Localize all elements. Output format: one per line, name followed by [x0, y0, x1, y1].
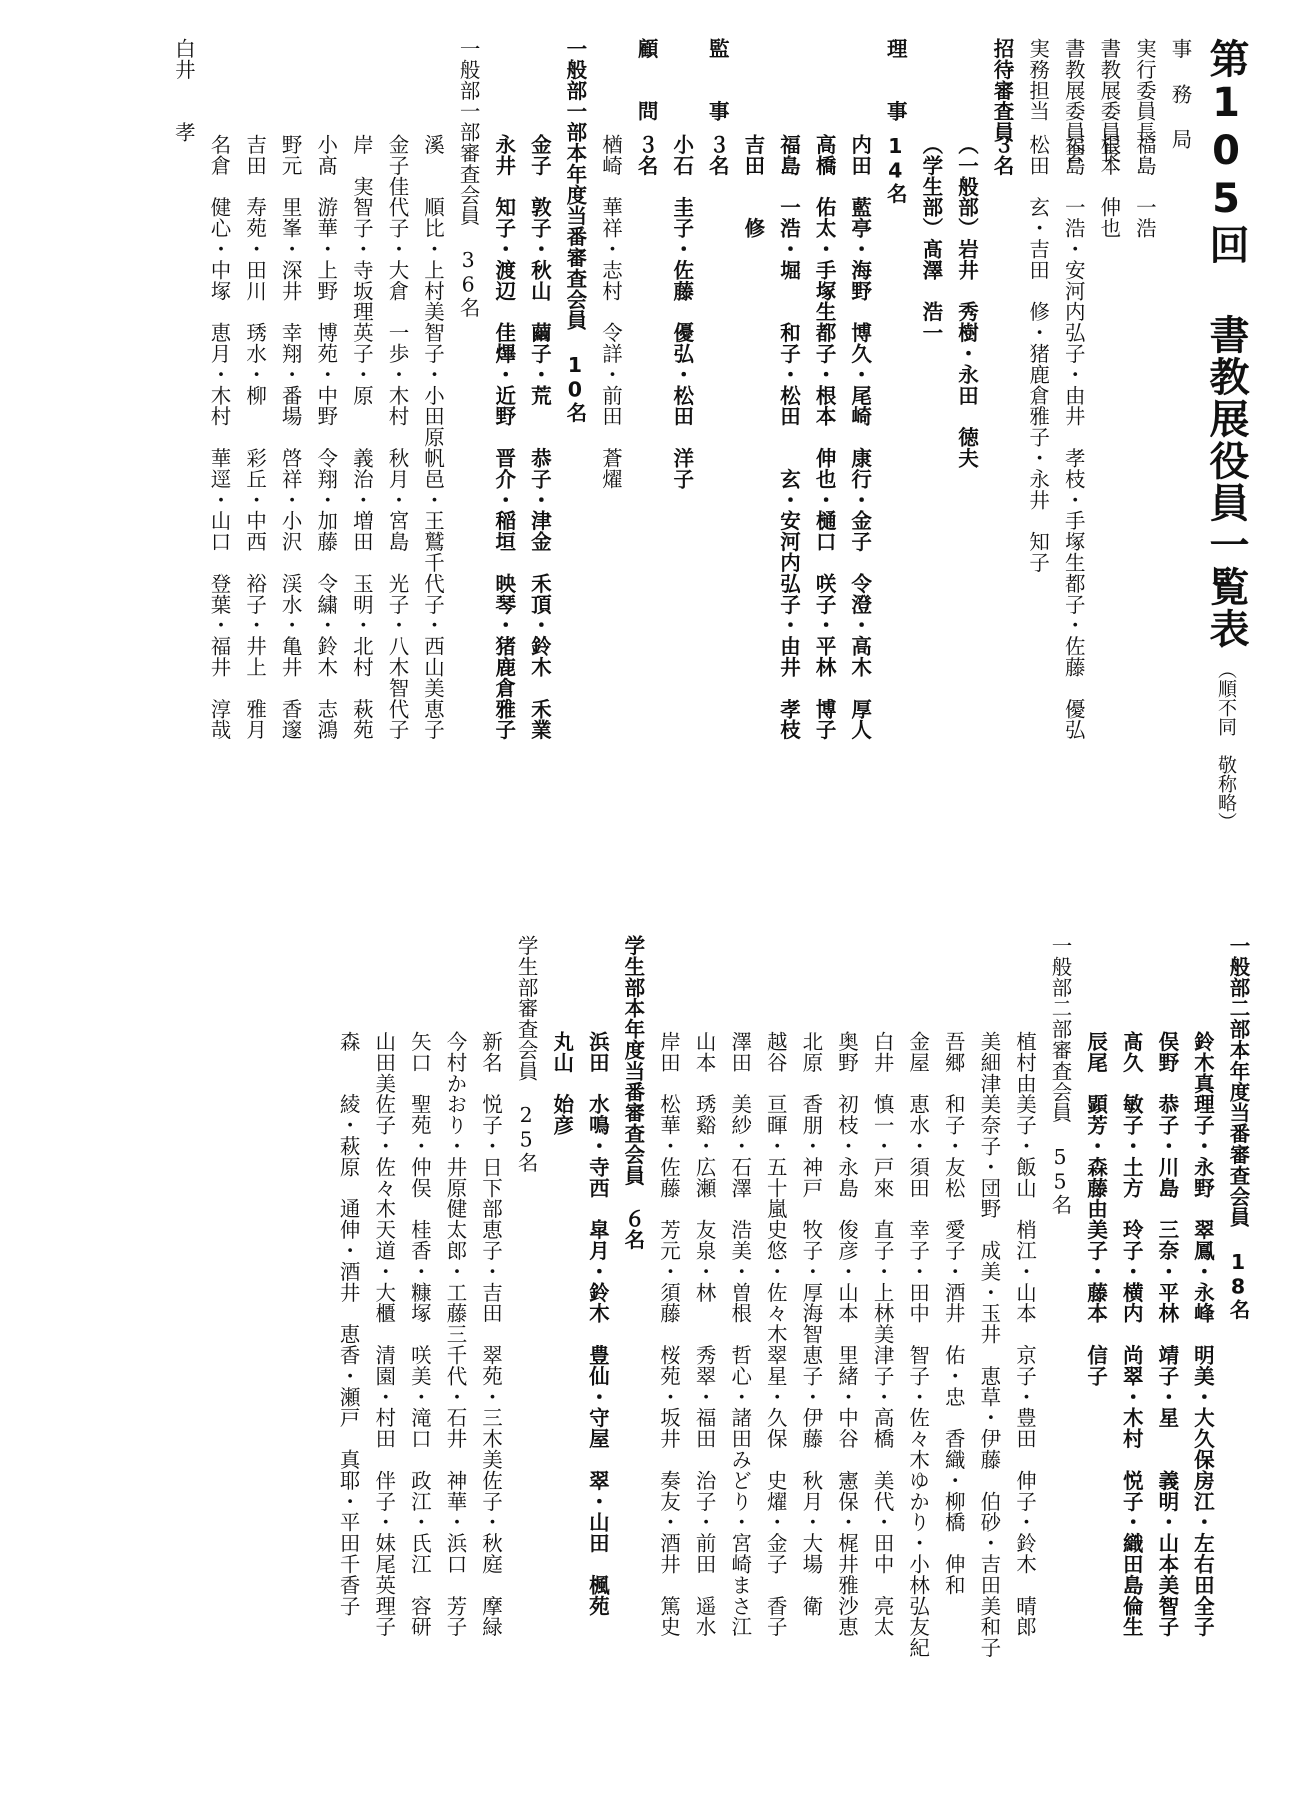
roster-row — [378, 38, 414, 908]
row-text: ３名 — [990, 134, 1015, 176]
roster-row — [365, 935, 401, 1795]
roster-row — [1184, 935, 1220, 1795]
row-text: 金子 敦子・秋山 繭子・荒 恭子・津金 禾頂・鈴木 禾業 — [527, 134, 552, 741]
row-text: 金屋 恵水・須田 幸子・田中 智子・佐々木ゆかり・小林弘友紀 — [905, 1031, 930, 1658]
roster-row — [686, 935, 722, 1795]
roster-row — [1219, 935, 1255, 1795]
row-label: 一般部一部審査会員 — [456, 38, 481, 227]
row-text: 溪 順比・上村美智子・小田原帆邑・王鷲千代子・西山美恵子 — [420, 134, 445, 741]
roster-row — [1161, 38, 1197, 908]
roster-row — [579, 935, 615, 1795]
roster-row — [912, 38, 948, 908]
top-section — [165, 38, 1255, 908]
row-text: 福島 一浩・堀 和子・松田 玄・安河内弘子・由井 孝枝 — [776, 134, 801, 741]
roster-row — [841, 38, 877, 908]
row-text: 根本 伸也 — [1096, 134, 1121, 239]
roster-row — [200, 38, 236, 908]
row-text: 小石 圭子・佐藤 優弘・松田 洋子 — [669, 134, 694, 490]
roster-row — [1019, 38, 1055, 908]
top-rows — [165, 38, 1197, 908]
row-text: 小髙 游華・上野 博苑・中野 令翔・加藤 令繍・鈴木 志鴻 — [313, 134, 338, 741]
roster-row — [770, 38, 806, 908]
row-text: 福島 一浩・安河内弘子・由井 孝枝・手塚生都子・佐藤 優弘 — [1061, 134, 1086, 741]
row-text: 髙久 敏子・土方 玲子・横内 尚翠・木村 悦子・織田島倫生 — [1119, 1031, 1144, 1638]
roster-row — [983, 38, 1019, 908]
roster-row — [236, 38, 272, 908]
row-text: 白井 孝 — [171, 38, 196, 143]
row-text: 吾郷 和子・友松 愛子・酒井 佑・忠 香織・柳橋 伸和 — [941, 1031, 966, 1596]
roster-row — [165, 38, 201, 908]
row-text: 辰尾 顕芳・森藤由美子・藤本 信子 — [1083, 1031, 1108, 1387]
row-text: 野元 里峯・深井 幸翔・番場 啓祥・小沢 渓水・亀井 香邃 — [278, 134, 303, 741]
row-text: 森 綾・萩原 通伸・酒井 恵香・瀬戸 真耶・平田千香子 — [336, 1031, 361, 1617]
row-text: 福島 一浩 — [1132, 134, 1157, 239]
row-label: 招待審査員 — [990, 38, 1015, 143]
row-text: 北原 香朋・神戸 牧子・厚海智恵子・伊藤 秋月・大場 衛 — [798, 1031, 823, 1617]
roster-row — [1126, 38, 1162, 908]
document-title — [1197, 38, 1255, 908]
roster-row — [485, 38, 521, 908]
row-label: 一般部二部本年度当番審査会員 — [1226, 935, 1250, 1228]
row-text: 植村由美子・飯山 梢江・山本 京子・豊田 伸子・鈴木 晴郎 — [1012, 1031, 1037, 1638]
roster-row — [1055, 38, 1091, 908]
row-text: 25名 — [514, 1103, 539, 1174]
row-text: 松田 玄・吉田 修・猪鹿倉雅子・永井 知子 — [1025, 134, 1050, 573]
row-text: 白井 慎一・戸來 直子・上林美津子・高橋 美代・田中 亮太 — [870, 1031, 895, 1638]
roster-row — [792, 935, 828, 1795]
row-text: 名倉 健心・中塚 恵月・木村 華逕・山口 登葉・福井 淳哉 — [206, 134, 231, 741]
row-text: 丸山 始彦 — [549, 1031, 574, 1136]
roster-row — [757, 935, 793, 1795]
row-text: 岸 実智子・寺坂理英子・原 義治・増田 玉明・北村 萩苑 — [349, 134, 374, 741]
roster-row — [877, 38, 913, 908]
roster-row — [663, 38, 699, 908]
row-label: 学生部本年度当番審査会員 — [620, 935, 645, 1186]
row-label: 事 務 局 — [1168, 38, 1192, 150]
row-text: 矢口 聖苑・仲俣 桂香・糠塚 咲美・滝口 政江・氏江 容研 — [407, 1031, 432, 1638]
row-text: 美細津美奈子・団野 成美・玉井 恵草・伊藤 伯砂・吉田美和子 — [976, 1031, 1001, 1658]
roster-row — [436, 935, 472, 1795]
row-text: 俣野 恭子・川島 三奈・平林 靖子・星 義明・山本美智子 — [1154, 1031, 1179, 1638]
row-text: 55名 — [1048, 1145, 1073, 1215]
row-text: （一般部）岩井 秀樹・永田 徳夫 — [954, 134, 979, 469]
row-label: 一般部一部本年度当番審査会員 — [562, 38, 587, 331]
roster-row — [1077, 935, 1113, 1795]
roster-row — [307, 38, 343, 908]
roster-row — [828, 935, 864, 1795]
row-text: 澤田 美紗・石澤 浩美・曽根 哲心・諸田みどり・宮崎まさ江 — [727, 1031, 752, 1638]
row-text: 吉田 寿苑・田川 琇水・柳 彩丘・中西 裕子・井上 雅月 — [242, 134, 267, 741]
row-text: 浜田 水鳴・寺西 皐月・鈴木 豊仙・守屋 翠・山田 楓苑 — [585, 1031, 610, 1617]
row-text: 吉田 修 — [740, 134, 765, 239]
title-text: 第105回 書教展役員一覧表 — [1203, 38, 1249, 650]
row-label: 実行委員長 — [1132, 38, 1157, 143]
roster-row — [1041, 935, 1077, 1795]
row-label: 書教展委員会 — [1061, 38, 1086, 164]
row-text: 鈴木真理子・永野 翠鳳・永峰 明美・大久保房江・左右田全子 — [1190, 1031, 1215, 1638]
row-text: 山田美佐子・佐々木天道・大櫃 清園・村田 伴子・妹尾英理子 — [371, 1031, 396, 1638]
row-label: 学生部審査会員 — [514, 935, 539, 1082]
row-text: 高橋 佑太・手塚生都子・根本 伸也・樋口 咲子・平林 博子 — [812, 134, 837, 741]
bottom-rows — [330, 935, 1255, 1795]
roster-row — [1113, 935, 1149, 1795]
roster-row — [1006, 935, 1042, 1795]
roster-row — [543, 935, 579, 1795]
row-text: （学生部）髙澤 浩一 — [918, 134, 943, 343]
title-note: （順不同 敬称略） — [1215, 660, 1237, 831]
roster-row — [628, 38, 664, 908]
row-text: ３名 — [705, 134, 730, 176]
roster-row — [401, 935, 437, 1795]
roster-row — [614, 935, 650, 1795]
roster-row — [343, 38, 379, 908]
roster-row — [450, 38, 486, 908]
row-label: 書教展委員長 — [1096, 38, 1121, 164]
row-label: 一般部二部審査会員 — [1048, 935, 1073, 1124]
row-text: 越谷 亘暉・五十嵐史悠・佐々木翠星・久保 史燿・金子 香子 — [763, 1031, 788, 1638]
row-text: 今村かおり・井原健太郎・工藤三千代・石井 神華・浜口 芳子 — [442, 1031, 467, 1638]
roster-row — [1148, 935, 1184, 1795]
row-label: 理 事 — [883, 38, 908, 122]
row-text: 10名 — [562, 352, 587, 423]
row-text: ６名 — [620, 1207, 645, 1250]
row-text: 岸田 松華・佐藤 芳元・須藤 桜苑・坂井 奏友・酒井 篤史 — [656, 1031, 681, 1638]
roster-row — [948, 38, 984, 908]
row-text: 新名 悦子・日下部恵子・吉田 翠苑・三木美佐子・秋庭 摩緑 — [478, 1031, 503, 1638]
row-text: 奥野 初枝・永島 俊彦・山本 里緒・中谷 憲保・梶井雅沙恵 — [834, 1031, 859, 1638]
roster-row — [650, 935, 686, 1795]
roster-row — [556, 38, 592, 908]
roster-row — [935, 935, 971, 1795]
row-label: 顧 問 — [634, 38, 659, 122]
roster-row — [330, 935, 366, 1795]
roster-row — [734, 38, 770, 908]
row-text: 内田 藍亭・海野 博久・尾崎 康行・金子 令澄・高木 厚人 — [847, 134, 872, 741]
roster-row — [1090, 38, 1126, 908]
row-text: 18名 — [1226, 1249, 1250, 1320]
roster-row — [721, 935, 757, 1795]
roster-row — [272, 38, 308, 908]
roster-row — [508, 935, 544, 1795]
roster-row — [805, 38, 841, 908]
row-label: 実務担当 — [1025, 38, 1050, 122]
roster-row — [592, 38, 628, 908]
row-text: 14名 — [883, 134, 908, 204]
row-label: 監 事 — [705, 38, 730, 122]
row-text: 36名 — [456, 248, 481, 318]
row-text: 山本 琇谿・広瀬 友泉・林 秀翠・福田 治子・前田 遥水 — [692, 1031, 717, 1638]
bottom-section — [330, 935, 1255, 1795]
roster-row — [863, 935, 899, 1795]
row-text: 金子佳代子・大倉 一歩・木村 秋月・宮島 光子・八木智代子 — [384, 134, 409, 741]
row-text: 楢崎 華祥・志村 令詳・前田 蒼燿 — [598, 134, 623, 490]
row-text: ３名 — [634, 134, 659, 176]
roster-row — [414, 38, 450, 908]
roster-row — [521, 38, 557, 908]
roster-row — [699, 38, 735, 908]
roster-row — [970, 935, 1006, 1795]
roster-row — [472, 935, 508, 1795]
roster-row — [899, 935, 935, 1795]
row-text: 永井 知子・渡辺 佳熚・近野 晋介・稲垣 映琴・猪鹿倉雅子 — [491, 134, 516, 741]
